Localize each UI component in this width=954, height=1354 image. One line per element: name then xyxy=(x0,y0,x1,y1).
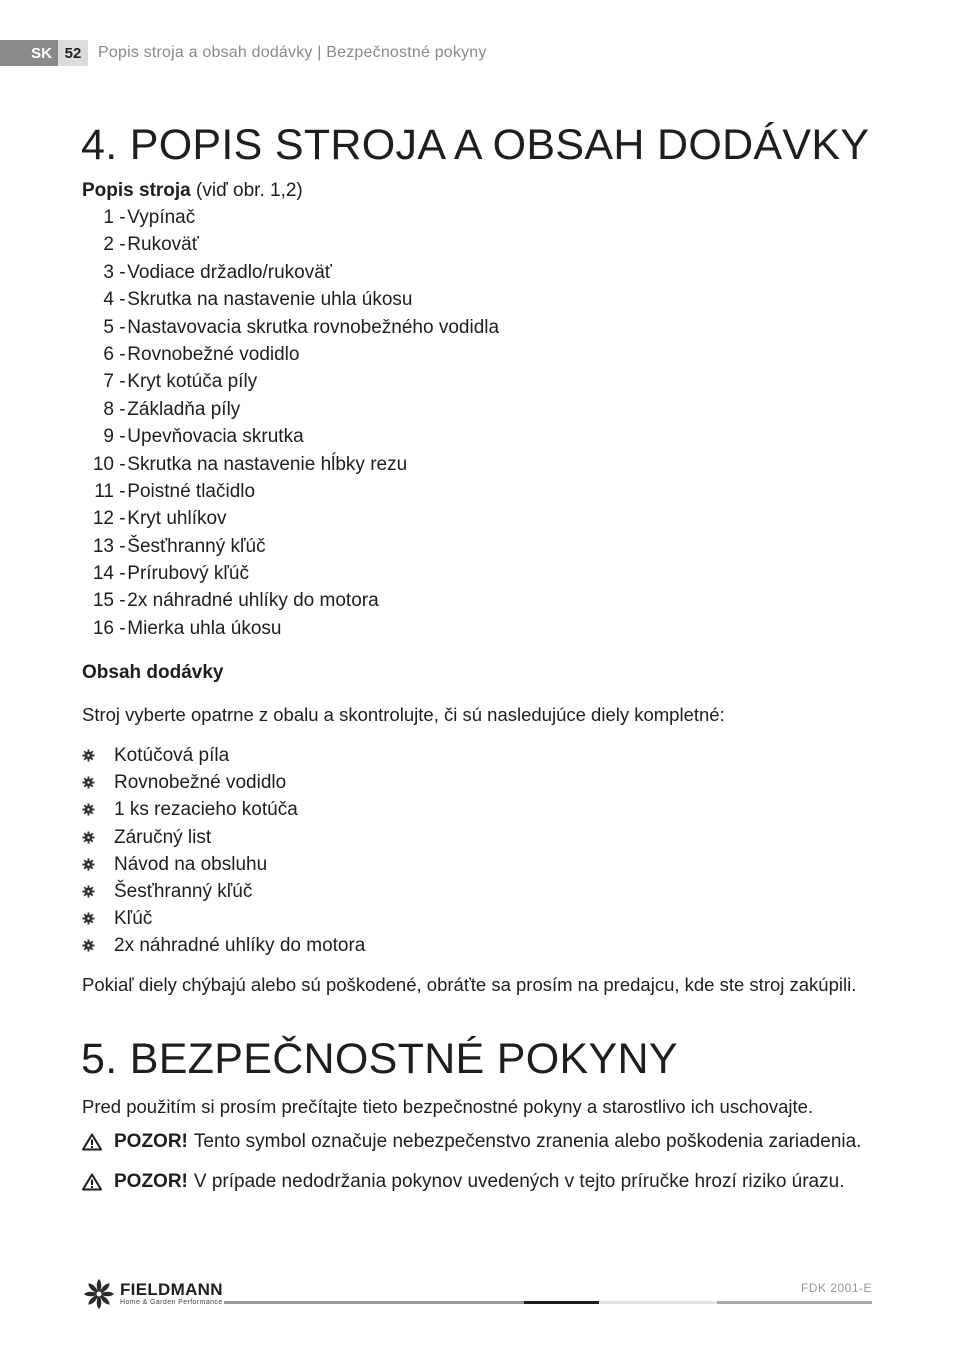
delivery-heading: Obsah dodávky xyxy=(82,662,224,683)
missing-parts-note: Pokiaľ diely chýbajú alebo sú poškodené, obráťte sa prosím na predajcu, kde ste stroj zakúpili. xyxy=(82,974,857,995)
fieldmann-logo-icon xyxy=(82,1278,116,1310)
gear-bullet-icon xyxy=(82,749,95,762)
list-item: 2 - Rukoväť xyxy=(103,234,199,256)
list-item: 5 - Nastavovacia skrutka rovnobežného vodidla xyxy=(103,316,500,338)
description-ref: (viď obr. 1,2) xyxy=(190,180,303,201)
running-title: Popis stroja a obsah dodávky | Bezpečnostné pokyny xyxy=(98,44,487,61)
list-item: Rovnobežné vodidlo xyxy=(82,769,365,796)
gear-bullet-icon xyxy=(82,776,95,789)
list-item: 1 ks rezacieho kotúča xyxy=(82,796,365,823)
warning-note xyxy=(82,1131,861,1153)
list-item: Kľúč xyxy=(82,905,365,932)
gear-bullet-icon xyxy=(82,912,95,925)
warning-label: POZOR! xyxy=(114,1171,188,1192)
model-code: FDK 2001-E xyxy=(800,1281,872,1295)
brand-logo xyxy=(82,1278,223,1310)
list-item: 7 - Kryt kotúča píly xyxy=(103,371,258,393)
list-item: 10 - Skrutka na nastavenie hĺbky rezu xyxy=(92,453,408,475)
page-number: 52 xyxy=(58,40,88,66)
delivery-list xyxy=(82,742,365,960)
gear-bullet-icon xyxy=(82,803,95,816)
section-5-title: 5. BEZPEČNOSTNÉ POKYNY xyxy=(81,1035,678,1083)
gear-bullet-icon xyxy=(82,831,95,844)
warning-triangle-icon xyxy=(82,1133,102,1151)
warning-text: V prípade nedodržania pokynov uvedených v tejto príručke hrozí riziko úrazu. xyxy=(193,1171,845,1192)
delivery-intro: Stroj vyberte opatrne z obalu a skontrolujte, či sú nasledujúce diely kompletné: xyxy=(82,704,725,725)
list-item: 3 - Vodiace držadlo/rukoväť xyxy=(103,261,332,283)
warning-label: POZOR! xyxy=(114,1131,188,1152)
list-item: 11 - Poistné tlačidlo xyxy=(94,480,256,502)
warning-text: Tento symbol označuje nebezpečenstvo zranenia alebo poškodenia zariadenia. xyxy=(193,1131,862,1152)
section-4-title: 4. POPIS STROJA A OBSAH DODÁVKY xyxy=(81,121,870,169)
list-item: 8 - Základňa píly xyxy=(103,398,241,420)
gear-bullet-icon xyxy=(82,939,95,952)
footer-rule xyxy=(599,1301,717,1304)
list-item: 2x náhradné uhlíky do motora xyxy=(82,932,365,959)
list-item: 12 - Kryt uhlíkov xyxy=(92,508,227,530)
gear-bullet-icon xyxy=(82,858,95,871)
safety-intro: Pred použitím si prosím prečítajte tieto bezpečnostné pokyny a starostlivo ich uschovajte. xyxy=(82,1096,814,1117)
list-item: 1 - Vypínač xyxy=(103,207,196,228)
list-item: 13 - Šesťhranný kľúč xyxy=(92,535,266,557)
brand-tagline: Home & Garden Performance xyxy=(120,1299,223,1306)
list-item: 15 - 2x náhradné uhlíky do motora xyxy=(92,590,379,612)
brand-name: FIELDMANN xyxy=(120,1280,223,1299)
language-tab: SK xyxy=(0,40,58,66)
list-item: Návod na obsluhu xyxy=(82,851,365,878)
parts-list xyxy=(82,204,499,642)
list-item: 6 - Rovnobežné vodidlo xyxy=(103,343,300,365)
list-item: Šesťhranný kľúč xyxy=(82,878,365,905)
footer-rule xyxy=(524,1301,599,1304)
list-item: Kotúčová píla xyxy=(82,742,365,769)
description-label: Popis stroja xyxy=(82,180,191,201)
description-heading xyxy=(82,180,303,202)
list-item: 16 - Mierka uhla úkosu xyxy=(92,617,282,639)
gear-bullet-icon xyxy=(82,885,95,898)
footer-rule xyxy=(717,1301,872,1304)
list-item: 9 - Upevňovacia skrutka xyxy=(103,426,304,448)
list-item: 4 - Skrutka na nastavenie uhla úkosu xyxy=(103,289,413,311)
warning-note xyxy=(82,1171,844,1193)
footer-rule xyxy=(224,1301,524,1304)
page-header xyxy=(0,40,487,66)
warning-triangle-icon xyxy=(82,1173,102,1191)
list-item: 14 - Prírubový kľúč xyxy=(92,563,249,585)
list-item: Záručný list xyxy=(82,824,365,851)
